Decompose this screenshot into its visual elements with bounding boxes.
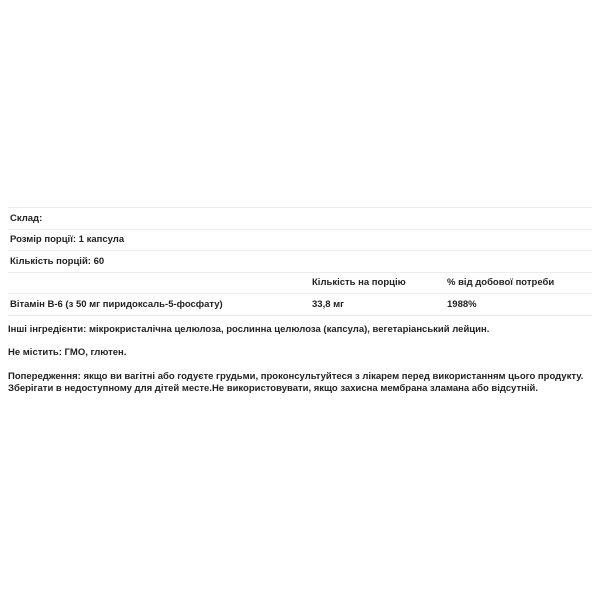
ingredient-amount: 33,8 мг (310, 294, 445, 316)
ingredient-name: Вітамін В-6 (з 50 мг пиридоксаль-5-фосфату) (8, 294, 310, 316)
ingredient-daily-value: 1988% (445, 294, 592, 316)
other-ingredients-text: Інші інгредієнти: мікрокристалічна целюлоза, рослинна целюлоза (капсула), вегетаріанський лейцин. (8, 323, 490, 335)
servings-count-label: Кількість порцій: 60 (8, 251, 592, 273)
table-row-composition (8, 208, 592, 230)
table-row-serving-size (8, 229, 592, 251)
warning-line-2: Зберігати в недоступному для дітей месте.Не використовувати, якщо захисна мембрана зламана або відсутній. (8, 383, 538, 394)
warning-line-1: Попередження: якщо ви вагітні або годуєте грудьми, проконсультуйтеся з лікарем перед використанням цього продукту. (8, 370, 584, 382)
supplement-facts-table (8, 207, 592, 316)
table-row-servings-count (8, 251, 592, 273)
column-header-daily-value: % від добової потреби (445, 272, 592, 294)
warning-text (8, 371, 592, 396)
supplement-facts-panel (8, 207, 592, 407)
product-notes (8, 324, 592, 396)
table-row (8, 294, 592, 316)
column-header-name (8, 272, 310, 294)
composition-label: Склад: (8, 208, 592, 230)
serving-size-label: Розмір порції: 1 капсула (8, 229, 592, 251)
does-not-contain-text: Не містить: ГМО, глютен. (8, 347, 127, 358)
table-header-row (8, 272, 592, 294)
column-header-amount: Кількість на порцію (310, 272, 445, 294)
